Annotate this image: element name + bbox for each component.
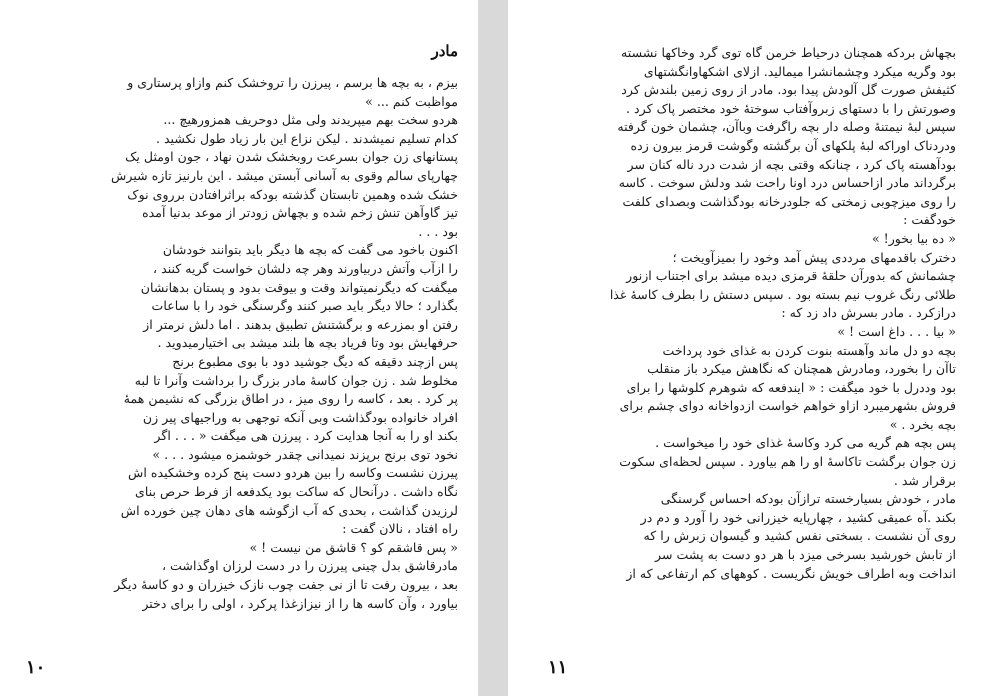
text-line: « ده بیا بخور! » bbox=[871, 230, 956, 246]
text-line: بچهاش بردکه همچنان درحیاط خرمن گاه توی گرد وخاکها نشسته bbox=[621, 45, 956, 60]
text-line: مواظبت کنم ... » bbox=[365, 93, 458, 109]
text-line: مادرقاشق بدل چینی پیرزن را در دست لرزان اوگذاشت ، bbox=[161, 558, 458, 574]
page-gutter bbox=[478, 0, 508, 696]
text-line: بود . . . bbox=[418, 223, 458, 239]
text-line: افراد خانواده بودگذاشت وبی آنکه توجهی به وراجیهای پیر زن bbox=[142, 409, 458, 425]
text-line: بیاورد ، وآن کاسه ها را از نیزازغذا پرکرد ، اولی را برای دختر bbox=[142, 595, 458, 611]
right-page-text bbox=[540, 44, 956, 583]
text-line: نخود توی برنج برپزند نمیدانی چقدر خوشمزه میشود . . . » bbox=[152, 446, 458, 462]
text-line: زن جوان برگشت تاکاسهٔ او را هم بیاورد . سپس لحظه‌ای سکوت bbox=[619, 454, 956, 470]
text-line: تیز گاوآهن تنش زخم شده و بچهاش زودتر از موعد بدنیا آمده bbox=[142, 205, 458, 221]
text-line: میگفت که دیگرنمیتواند وقت و بیوقت بدود و پستان بدهانشان bbox=[140, 279, 458, 295]
text-line: دخترک باقدمهای مرددی پیش آمد وخود را بمیزآویخت ؛ bbox=[672, 249, 956, 265]
text-line: مادر ، خودش بسیارخسته ترازآن بودکه احساس گرسنگی bbox=[660, 491, 956, 507]
text-line: روی آن نشست . بسختی نفس کشید و گیسوان زبرش را که bbox=[643, 528, 956, 544]
text-line: خشک شده وهمین تابستان گذشته بودکه براثرافتادن برروی نوک bbox=[127, 186, 458, 202]
text-line: بکند .آه عمیقی کشید ، چهارپایه خیزرانی خود را آورد و دم در bbox=[640, 509, 956, 525]
text-line: لرزیدن گذاشت ، بحدی که آب ازگوشه های دهان چین خورده اش bbox=[120, 502, 458, 518]
text-line: بکند او را به آنجا هدایت کرد . پیرزن هی میگفت « . . . اگر bbox=[154, 428, 458, 444]
text-line: هردو سخت بهم میپریدند ولی مثل دوحریف همزورهیچ ... bbox=[163, 112, 458, 128]
text-line: راه افتاد ، نالان گفت : bbox=[342, 521, 458, 537]
right-page-number: ۱۱ bbox=[548, 657, 568, 678]
text-line: اکنون باخود می گفت که بچه ها دیگر باید بتوانند خودشان bbox=[162, 242, 458, 258]
text-line: پس بچه هم گریه می کرد وکاسهٔ غذای خود را میخواست . bbox=[655, 435, 956, 451]
text-line: سپس لبهٔ نیمتنهٔ وصله دار بچه راگرفت وباآن، چشمان خون گرفته bbox=[617, 119, 956, 135]
text-line: « بیا . . . داغ است ! » bbox=[837, 323, 956, 339]
text-line: پستانهای زن جوان بسرعت روبخشک شدن نهاد ، جون اومثل یک bbox=[125, 149, 458, 165]
text-line: بچه بخرد . » bbox=[889, 416, 956, 432]
text-line: کثیفش صورت گل آلودش پیدا بود. مادر از روی زمین بلندش کرد bbox=[621, 82, 956, 98]
text-line: بود وددرل با خود میگفت : « ایندفعه که شوهرم کلوشها را برای bbox=[626, 379, 956, 395]
text-line: برگرداند مادر ازاحساس درد اونا راحت شد ودلش سوخت . کاسه bbox=[618, 175, 956, 191]
text-line: پیرزن نشست وکاسه را بین هردو دست پنج کرده وخشکیده اش bbox=[128, 465, 458, 481]
text-line: کدام تسلیم نمیشدند . لیکن نزاع این بار زیاد طول نکشید . bbox=[155, 130, 458, 146]
text-line: را ازآب وآتش دربیاورند وهر چه دلشان خواست گریه کنند ، bbox=[153, 260, 458, 276]
text-line: رفتن او بمزرعه و برگشتنش تطبیق بدهند . اما دلش نرمتر از bbox=[143, 316, 458, 332]
text-line: چهارپای سالم وقوی به آسانی آبستن میشد . این بارنیز تازه شیرش bbox=[111, 167, 458, 183]
text-line: بعد ، بیرون رفت تا از نی جفت چوب نازک خیزران و دو کاسهٔ دیگر bbox=[114, 577, 458, 593]
text-line: تاآن را بخورد، ومادرش همچنان که نگاهش میکرد باز منقلب bbox=[647, 361, 956, 377]
text-line: درازکرد . مادر بسرش داد زد که : bbox=[781, 305, 956, 321]
text-line: پر کرد . بعد ، کاسه را روی میز ، در اطاق بزرگی که نشیمن همهٔ bbox=[123, 391, 458, 407]
text-line: بودآهسته پاک کرد ، چنانکه وقتی بچه از شدت درد ناله کنان سر bbox=[627, 156, 956, 172]
left-page-number: ۱۰ bbox=[26, 657, 46, 678]
text-line: خودگفت : bbox=[903, 212, 956, 228]
text-line: فروش بشهرمیبرد ازاو خواهم خواست ازدواخانه دوای چشم برای bbox=[619, 398, 956, 414]
text-line: را روی میزچوبی زمختی که جلودرخانه بودگذاشت وبصدای کلفت bbox=[622, 193, 956, 209]
left-page-text bbox=[28, 74, 458, 613]
right-page bbox=[508, 0, 988, 696]
text-line: بیزم ، به بچه ها برسم ، پیرزن را تروخشک کنم وازاو پرستاری و bbox=[127, 75, 458, 90]
text-line: برقرار شد . bbox=[893, 472, 956, 488]
text-line: مخلوط شد . زن جوان کاسهٔ مادر بزرگ را برداشت وآنرا تا لبه bbox=[134, 372, 458, 388]
text-line: پس ازچند دقیقه که دیگ جوشید دود با بوی مطبوع برنج bbox=[172, 353, 458, 369]
left-page bbox=[0, 0, 478, 696]
text-line: بچه دو دل ماند وآهسته بنوت کردن به غذای خود پرداخت bbox=[662, 342, 956, 358]
text-line: « پس قاشقم کو ؟ قاشق من نیست ! » bbox=[249, 539, 458, 555]
text-line: وصورتش را با دستهای زبروآفتاب سوختهٔ خود مختصر پاک کرد . bbox=[626, 100, 956, 116]
text-line: انداخت وبه اطراف خویش نگریست . کوههای کم ارتفاعی که از bbox=[626, 565, 956, 581]
text-line: حرفهایش بود وتا فریاد بچه ها بلند میشد بی اختیارمیدوید . bbox=[157, 335, 458, 351]
text-line: از تابش خورشید بسرخی میزد با هر دو دست به پشت سر bbox=[655, 547, 956, 563]
text-line: چشمانش که بدورآن حلقهٔ قرمزی دیده میشد برای اجتناب ازنور bbox=[626, 268, 956, 284]
text-line: ودردناک اوراکه لبهٔ پلکهای آن برگشته وگوشت قرمز بیرون زده bbox=[630, 137, 956, 153]
text-line: طلائی رنگ غروب نیم بسته بود . سپس دستش را بطرف کاسهٔ غذا bbox=[609, 286, 956, 302]
text-line: بگذارد ؛ حالا دیگر باید صبر کنند وگرسنگی خود را با ساعات bbox=[151, 298, 458, 314]
running-header-title: مادر bbox=[431, 42, 458, 60]
text-line: نگاه داشت . درآنحال که ساکت بود یکدفعه از فرط حرص بنای bbox=[135, 484, 458, 500]
text-line: بود وگریه میکرد وچشمانشرا میمالید. ازلای اشکهاوانگشتهای bbox=[643, 63, 956, 79]
